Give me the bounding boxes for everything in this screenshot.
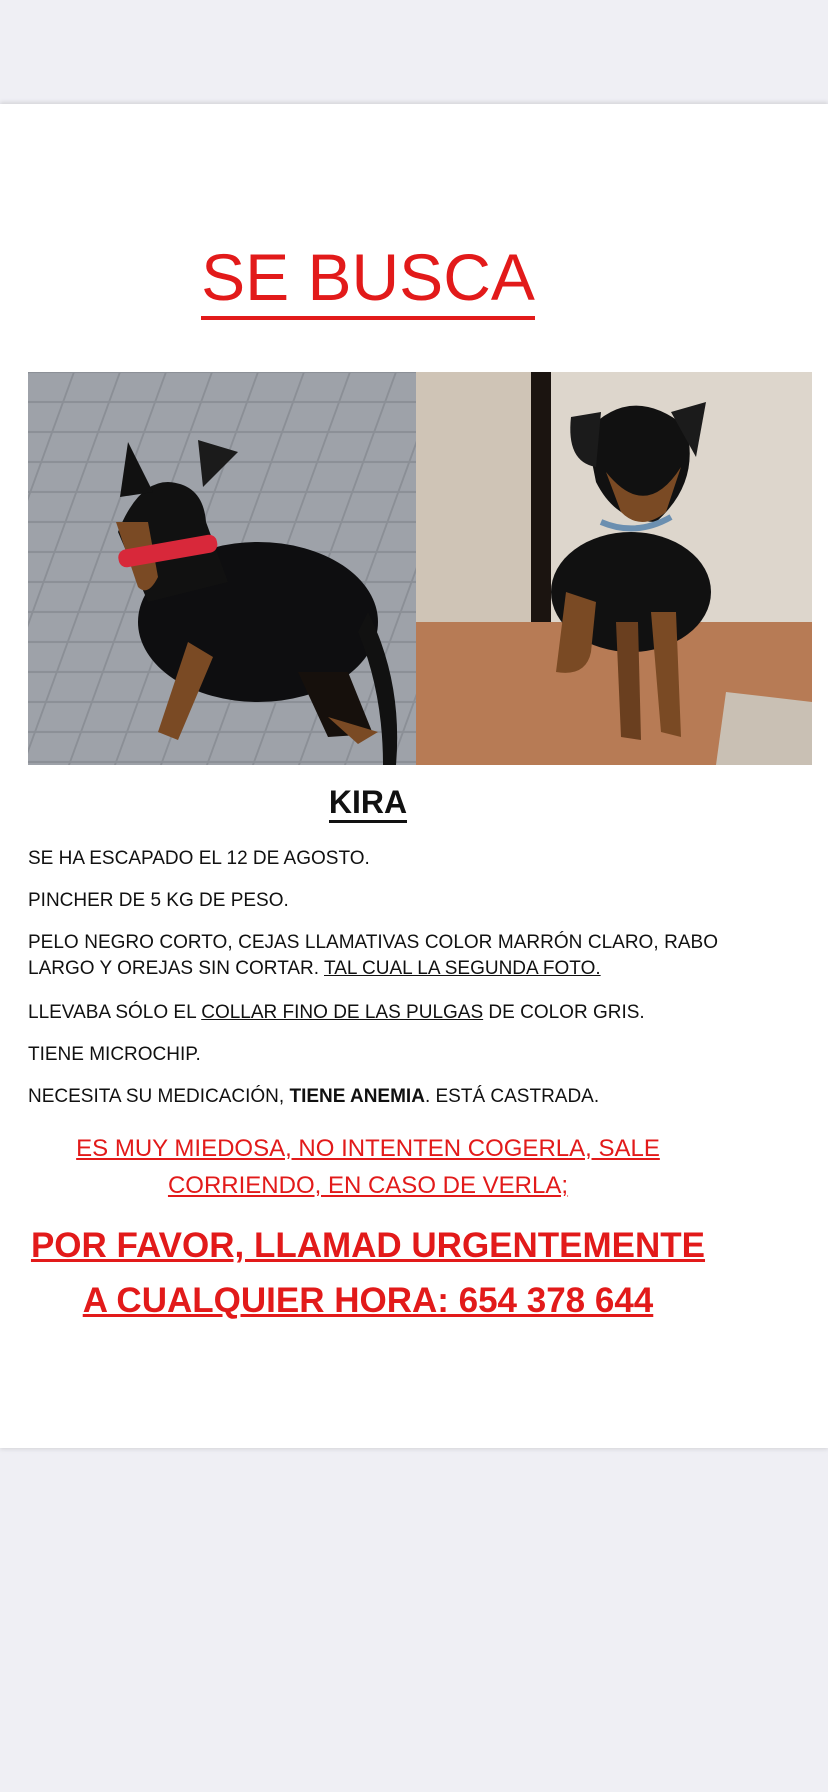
dog-name bbox=[0, 784, 736, 821]
medication-bold: TIENE ANEMIA bbox=[289, 1086, 425, 1107]
call-to-action bbox=[20, 1218, 716, 1328]
description-text: PELO NEGRO CORTO, CEJAS LLAMATIVAS COLOR MARRÓN CLARO, RABO LARGO Y OREJAS SIN CORTAR. bbox=[28, 932, 718, 979]
poster-page bbox=[0, 104, 828, 1448]
collar-line bbox=[28, 1000, 718, 1026]
breed-weight-line: PINCHER DE 5 KG DE PESO. bbox=[28, 890, 289, 911]
dog-name-text: KIRA bbox=[329, 784, 407, 823]
microchip-line: TIENE MICROCHIP. bbox=[28, 1044, 201, 1065]
description-line bbox=[28, 930, 718, 982]
medication-line bbox=[28, 1084, 718, 1110]
collar-pre: LLEVABA SÓLO EL bbox=[28, 1002, 202, 1023]
collar-underlined: COLLAR FINO DE LAS PULGAS bbox=[201, 1002, 484, 1023]
warning-line-2: CORRIENDO, EN CASO DE VERLA; bbox=[167, 1172, 569, 1199]
medication-post: . ESTÁ CASTRADA. bbox=[424, 1086, 600, 1107]
dog-photo-home bbox=[416, 372, 812, 765]
warning-text bbox=[40, 1130, 696, 1204]
call-line-2: A CUALQUIER HORA: 654 378 644 bbox=[82, 1281, 654, 1320]
escape-date-line: SE HA ESCAPADO EL 12 DE AGOSTO. bbox=[28, 848, 370, 869]
poster-title-text: SE BUSCA bbox=[201, 240, 535, 320]
dog-photo-street bbox=[28, 372, 416, 765]
call-line-1: POR FAVOR, LLAMAD URGENTEMENTE bbox=[30, 1226, 706, 1265]
medication-pre: NECESITA SU MEDICACIÓN, bbox=[28, 1086, 290, 1107]
description-underlined: TAL CUAL LA SEGUNDA FOTO. bbox=[324, 958, 601, 979]
poster-title bbox=[0, 240, 736, 314]
warning-line-1: ES MUY MIEDOSA, NO INTENTEN COGERLA, SALE bbox=[76, 1135, 660, 1162]
photo-strip bbox=[28, 372, 812, 765]
collar-post: DE COLOR GRIS. bbox=[483, 1002, 645, 1023]
